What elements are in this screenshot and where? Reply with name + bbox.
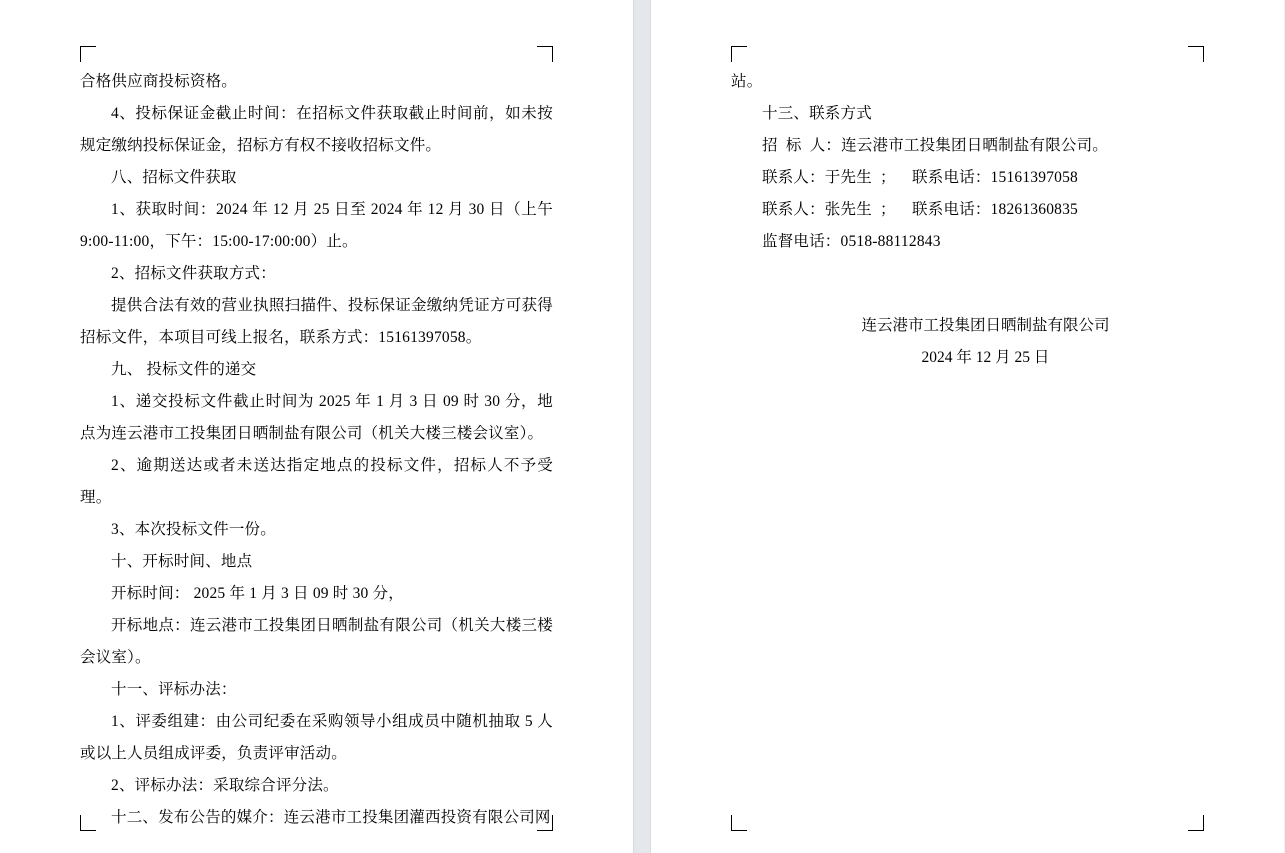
signature-block (731, 310, 1204, 374)
paragraph-heading: 十、开标时间、地点 (111, 553, 253, 570)
paragraph: 联系人：于先生 ； 联系电话：15161397058 (762, 169, 1079, 186)
paragraph: 联系人：张先生 ； 联系电话：18261360835 (762, 201, 1079, 218)
paragraph-heading: 八、招标文件获取 (111, 169, 237, 186)
paragraph: 开标时间： 2025 年 1 月 3 日 09 时 30 分， (111, 585, 404, 602)
paragraph: 2、招标文件获取方式： (111, 265, 276, 282)
paragraph: 1、获取时间：2024 年 12 月 25 日至 2024 年 12 月 30 日（上午 9:00-11:00，下午：15:00-17:00:00）止。 (80, 201, 558, 250)
paragraph: 合格供应商投标资格。 (80, 73, 238, 90)
crop-mark-top-right-icon (1188, 46, 1204, 62)
page-left-body (80, 66, 558, 834)
paragraph: 站。 (731, 73, 763, 90)
paragraph: 招 标 人：连云港市工投集团日晒制盐有限公司。 (762, 137, 1109, 154)
page-right-body (731, 66, 1204, 374)
paragraph: 3、本次投标文件一份。 (111, 521, 276, 538)
page-content-left (0, 0, 633, 853)
signature-company: 连云港市工投集团日晒制盐有限公司 (861, 317, 1110, 334)
document-page-right (651, 0, 1284, 853)
crop-mark-top-left-icon (80, 46, 96, 62)
paragraph: 1、评委组建：由公司纪委在采购领导小组成员中随机抽取 5 人或以上人员组成评委，负责评审活动。 (80, 713, 553, 762)
crop-mark-bottom-right-icon (1188, 815, 1204, 831)
page-content-right (651, 0, 1284, 853)
paragraph: 2、评标办法：采取综合评分法。 (111, 777, 339, 794)
paragraph: 十二、发布公告的媒介：连云港市工投集团灌西投资有限公司网 (111, 809, 551, 826)
crop-mark-top-left-icon (731, 46, 747, 62)
paragraph: 提供合法有效的营业执照扫描件、投标保证金缴纳凭证方可获得招标文件，本项目可线上报名，联系方式：15161397058。 (80, 297, 553, 346)
document-page-left (0, 0, 633, 853)
crop-mark-top-right-icon (537, 46, 553, 62)
paragraph-heading: 十一、评标办法： (111, 681, 237, 698)
paragraph: 4、投标保证金截止时间：在招标文件获取截止时间前，如未按规定缴纳投标保证金，招标方有权不接收招标文件。 (80, 105, 553, 154)
signature-date: 2024 年 12 月 25 日 (921, 349, 1050, 366)
paragraph-heading: 九、 投标文件的递交 (111, 361, 257, 378)
crop-mark-bottom-left-icon (731, 815, 747, 831)
paragraph: 开标地点：连云港市工投集团日晒制盐有限公司（机关大楼三楼会议室）。 (80, 617, 553, 666)
paragraph-heading: 十三、联系方式 (762, 105, 872, 122)
page-gutter (633, 0, 651, 853)
paragraph: 监督电话：0518-88112843 (762, 233, 941, 250)
paragraph: 2、逾期送达或者未送达指定地点的投标文件，招标人不予受理。 (80, 457, 553, 506)
paragraph: 1、递交投标文件截止时间为 2025 年 1 月 3 日 09 时 30 分，地点为连云港市工投集团日晒制盐有限公司（机关大楼三楼会议室）。 (80, 393, 553, 442)
